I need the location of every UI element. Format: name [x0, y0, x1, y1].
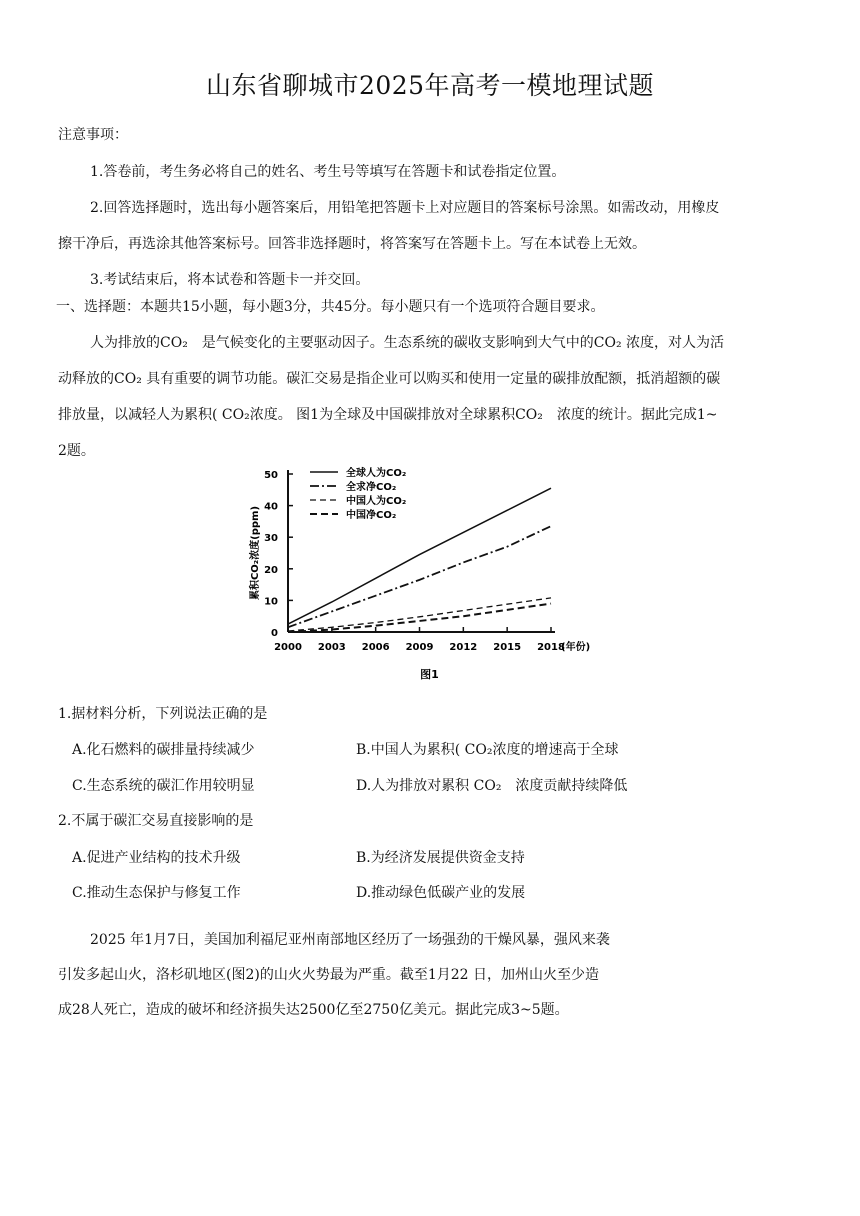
notice-item-1: 1.答卷前，考生务必将自己的姓名、考生号等填写在答题卡和试卷指定位置。 [90, 164, 566, 180]
notice-item-2-line-2: 擦干净后，再选涂其他答案标号。回答非选择题时，将答案写在答题卡上。写在本试卷上无效。 [58, 236, 646, 252]
y-tick-label: 40 [264, 501, 278, 513]
x-tick-label: 2018 [537, 642, 565, 653]
passage-1-line-3: 排放量，以减轻人为累积( CO₂浓度。 图1为全球及中国碳排放对全球累积CO₂ 浓度的统计。据此完成1~ [58, 407, 718, 423]
x-tick-label: 2003 [317, 642, 346, 653]
question-2-option-b: B.为经济发展提供资金支持 [356, 850, 525, 866]
question-2-stem: 2.不属于碳汇交易直接影响的是 [58, 813, 254, 829]
x-tick-label: 2006 [361, 642, 390, 653]
x-tick-label: 2012 [449, 642, 478, 653]
question-1-option-d: D.人为排放对累积 CO₂ 浓度贡献持续降低 [356, 778, 628, 794]
y-tick-label: 10 [264, 596, 278, 608]
legend-label-2: 全求净CO₂ [346, 482, 397, 493]
notice-item-3: 3.考试结束后，将本试卷和答题卡一并交回。 [90, 272, 370, 288]
x-tick-label: 2009 [405, 642, 434, 653]
question-2-option-d: D.推动绿色低碳产业的发展 [356, 885, 526, 901]
question-1-option-a: A.化石燃料的碳排量持续减少 [72, 742, 255, 758]
y-axis-label: 累积CO₂浓度(ppm) [250, 505, 261, 601]
question-2-option-c: C.推动生态保护与修复工作 [72, 885, 241, 901]
section-heading: 一、选择题：本题共15小题，每小题3分，共45分。每小题只有一个选项符合题目要求。 [56, 299, 605, 315]
question-1-option-b: B.中国人为累积( CO₂浓度的增速高于全球 [356, 742, 619, 758]
series-line-2 [288, 526, 551, 627]
passage-1-line-1: 人为排放的CO₂ 是气候变化的主要驱动因子。生态系统的碳收支影响到大气中的CO₂ 浓度，对人为活 [90, 335, 725, 351]
x-tick-label: 2000 [274, 642, 302, 653]
notice-heading: 注意事项： [58, 127, 128, 143]
y-tick-label: 0 [271, 628, 278, 639]
question-1-stem: 1.据材料分析，下列说法正确的是 [58, 706, 268, 722]
passage-2-line-2: 引发多起山火，洛杉矶地区(图2)的山火火势最为严重。截至1月22 日，加州山火至少造 [58, 967, 600, 983]
y-tick-label: 20 [264, 564, 278, 576]
legend-label-4: 中国净CO₂ [346, 510, 397, 521]
figure-caption: 图1 [420, 668, 439, 681]
passage-2-line-3: 成28人死亡，造成的破坏和经济损失达2500亿至2750亿美元。据此完成3~5题。 [58, 1002, 569, 1018]
notice-item-2-line-1: 2.回答选择题时，选出每小题答案后，用铅笔把答题卡上对应题目的答案标号涂黑。如需改动，用橡皮 [90, 200, 720, 216]
legend-label-3: 中国人为CO₂ [346, 496, 407, 507]
question-1-option-c: C.生态系统的碳汇作用较明显 [72, 778, 255, 794]
x-axis-label: (年份) [561, 642, 591, 653]
passage-1-line-2: 动释放的CO₂ 具有重要的调节功能。碳汇交易是指企业可以购买和使用一定量的碳排放配额，抵消超额的碳 [58, 371, 721, 387]
plot-area [248, 466, 590, 681]
passage-2-line-1: 2025 年1月7日，美国加利福尼亚州南部地区经历了一场强劲的干燥风暴，强风来袭 [90, 932, 610, 948]
y-tick-label: 50 [264, 470, 278, 481]
series-line-3 [288, 598, 551, 631]
question-2-option-a: A.促进产业结构的技术升级 [72, 850, 241, 866]
x-tick-label: 2015 [493, 642, 522, 653]
page-title: 山东省聊城市2025年高考一模地理试题 [205, 71, 655, 100]
passage-1-line-4: 2题。 [58, 443, 95, 459]
figure-1-line-chart [238, 462, 638, 687]
legend-label-1: 全球人为CO₂ [346, 468, 407, 479]
y-tick-label: 30 [264, 533, 278, 545]
